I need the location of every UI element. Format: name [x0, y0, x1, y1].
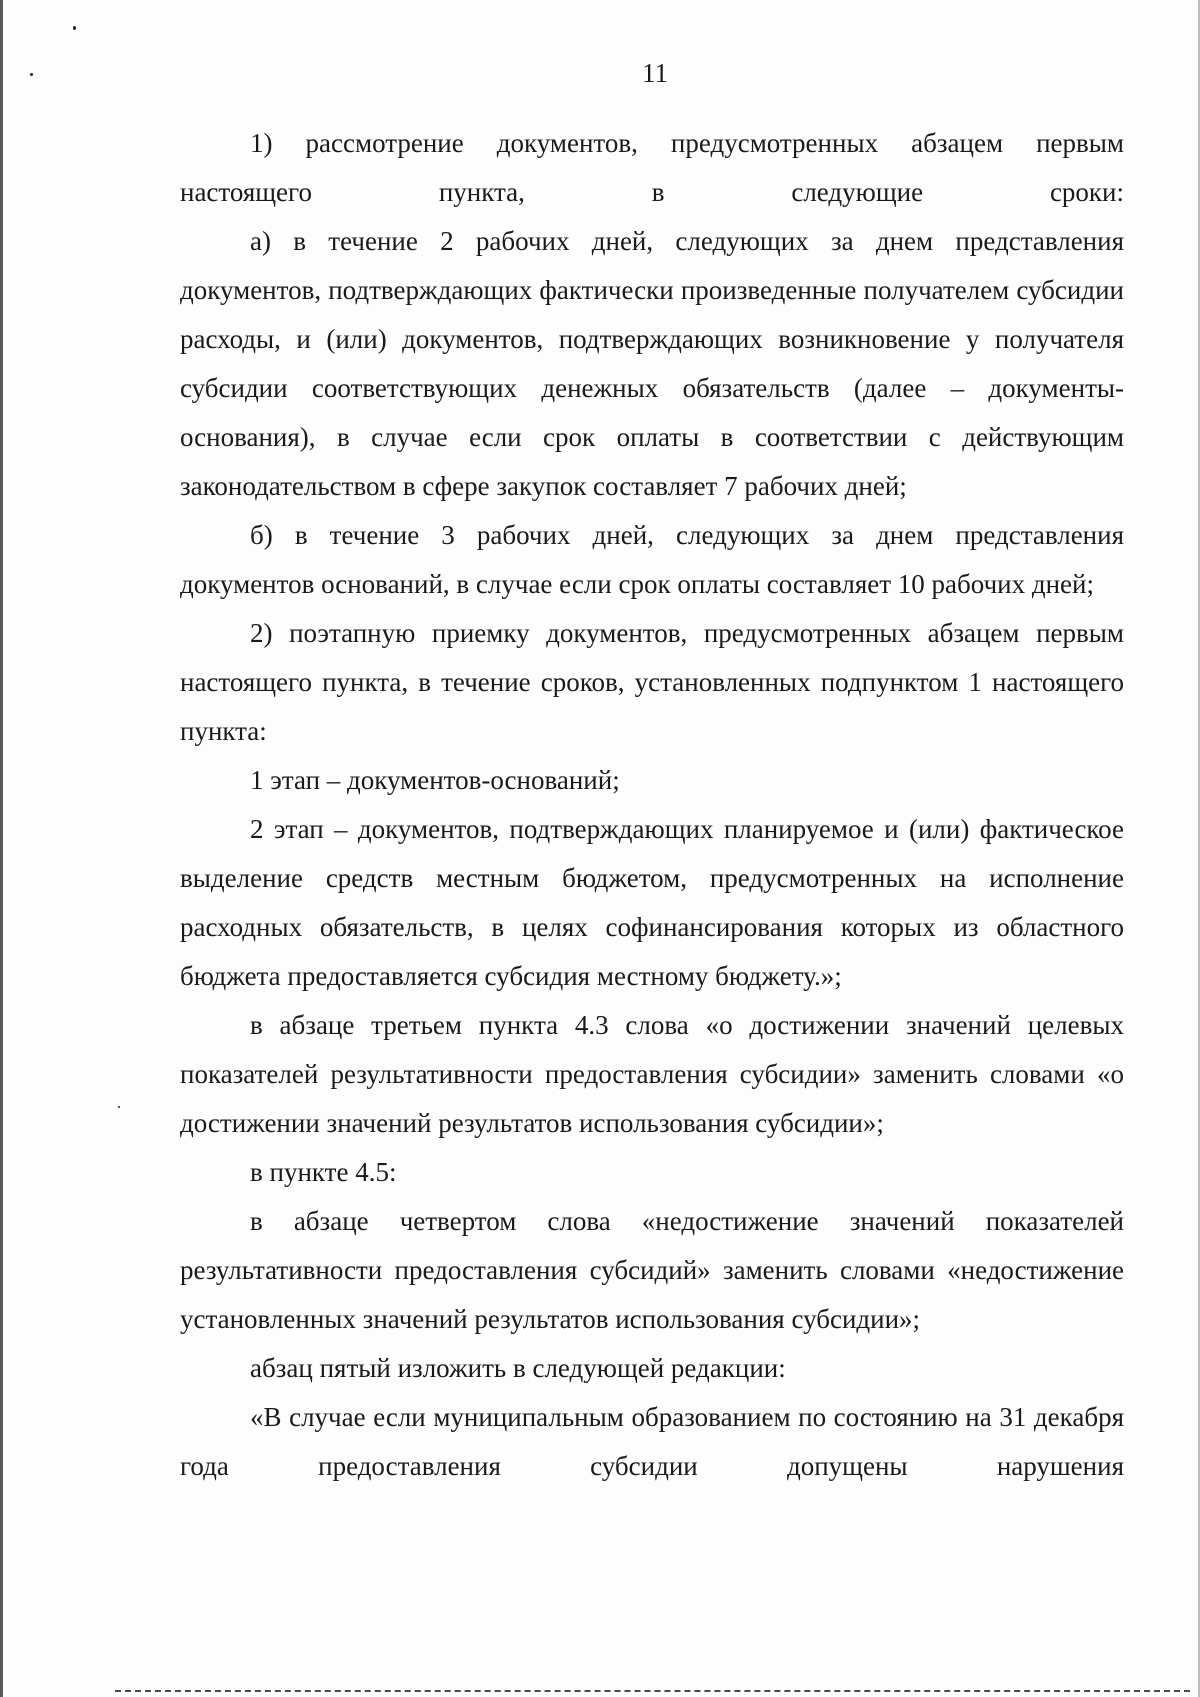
paragraph-5: 1 этап – документов-оснований;: [250, 765, 620, 795]
page-number: 11: [642, 58, 668, 88]
paragraph-7: в абзаце третьем пункта 4.3 слова «о достижении значений целевых показателей результативности предоставления субсидии» заменить словами «о достижении значений результатов использования субсидии»;: [180, 1010, 1124, 1138]
paragraph-2: а) в течение 2 рабочих дней, следующих за днем представления документов, подтверждающих фактически произведенные получателем субсидии расходы, и (или) документов, подтверждающих возникновение у получателя субсидии соответствующих денежных обязательств (далее – документы-основания), в случае если срок оплаты в соответствии с действующим законодательством в сфере закупок составляет 7 рабочих дней;: [180, 226, 1124, 501]
paragraph-8: в пункте 4.5:: [250, 1157, 397, 1187]
paragraph-9: в абзаце четвертом слова «недостижение значений показателей результативности предоставления субсидий» заменить словами «недостижение установленных значений результатов использования субсидии»;: [180, 1206, 1124, 1334]
paragraph-10: абзац пятый изложить в следующей редакции:: [250, 1353, 786, 1383]
scan-speck: [73, 26, 76, 30]
paragraph-3: б) в течение 3 рабочих дней, следующих за днем представления документов оснований, в случае если срок оплаты составляет 10 рабочих дней;: [180, 520, 1124, 599]
paragraph-4: 2) поэтапную приемку документов, предусмотренных абзацем первым настоящего пункта, в течение сроков, установленных подпунктом 1 настоящего пункта:: [180, 618, 1124, 746]
footer-rule: [115, 1690, 1190, 1692]
paragraph-1: 1) рассмотрение документов, предусмотренных абзацем первым настоящего пункта, в следующие сроки:: [180, 128, 1124, 207]
scan-left-edge: [0, 0, 3, 1697]
paragraph-6: 2 этап – документов, подтверждающих планируемое и (или) фактическое выделение средств местным бюджетом, предусмотренных на исполнение расходных обязательств, в целях софинансирования которых из областного бюджета предоставляется субсидия местному бюджету.»;: [180, 814, 1124, 991]
document-body: [180, 119, 1124, 1491]
scan-speck: [118, 1106, 120, 1108]
paragraph-11: «В случае если муниципальным образованием по состоянию на 31 декабря года предоставления субсидии допущены нарушения: [180, 1402, 1124, 1481]
